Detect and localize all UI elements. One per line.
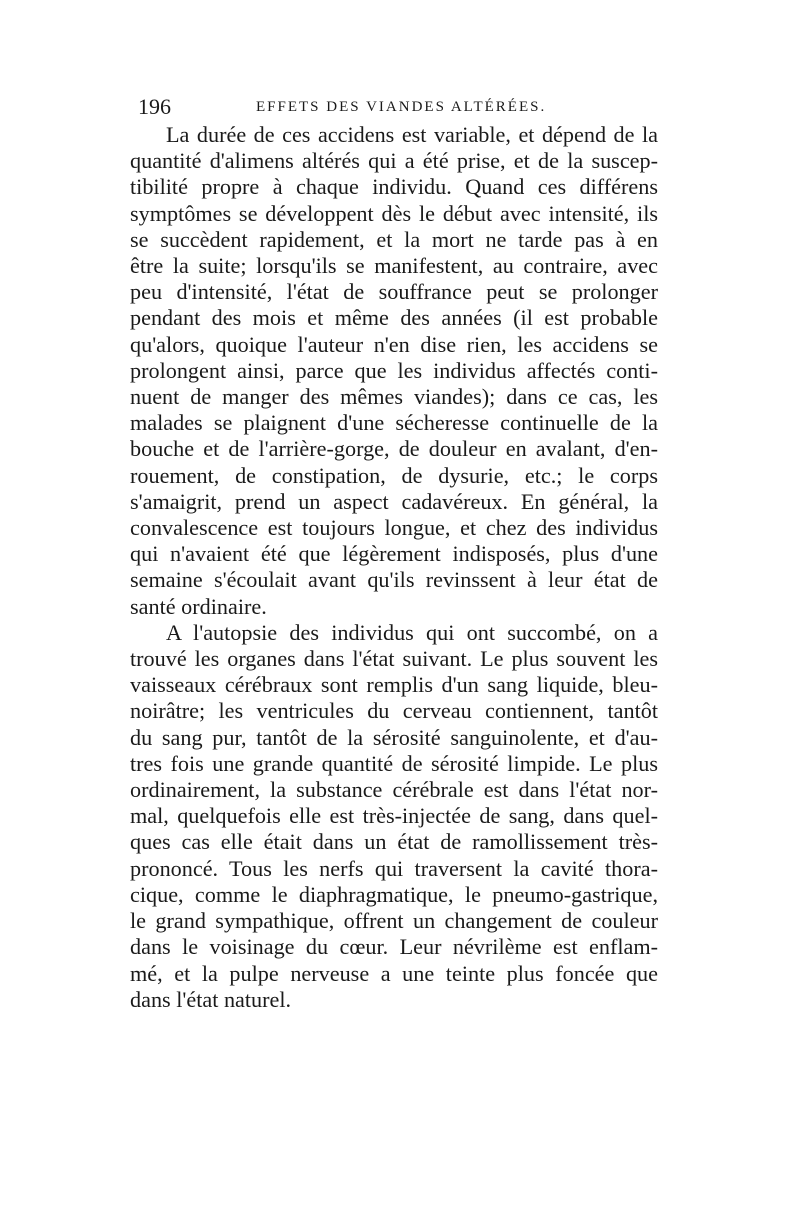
running-title: EFFETS DES VIANDES ALTÉRÉES. [256, 99, 547, 115]
text-line: noirâtre; les ventricules du cerveau contiennent, tantôt [130, 698, 658, 724]
text-line: s'amaigrit, prend un aspect cadavéreux. En général, la [130, 488, 658, 514]
text-line: prononcé. Tous les nerfs qui traversent la cavité thora- [130, 855, 658, 881]
page-number: 196 [138, 94, 171, 119]
text-line: trouvé les organes dans l'état suivant. Le plus souvent les [130, 646, 658, 672]
text-line: symptômes se développent dès le début avec intensité, ils [130, 200, 658, 226]
text-line: être la suite; lorsqu'ils se manifestent, au contraire, avec [130, 253, 658, 279]
text-line: quantité d'alimens altérés qui a été prise, et de la suscep- [130, 148, 658, 174]
paragraph-1 [130, 122, 658, 620]
running-head [130, 94, 658, 122]
text-line: peu d'intensité, l'état de souffrance peut se prolonger [130, 279, 658, 305]
text-line: La durée de ces accidens est variable, et dépend de la [166, 122, 658, 147]
text-line: mé, et la pulpe nerveuse a une teinte plus foncée que [130, 960, 658, 986]
text-line: ordinairement, la substance cérébrale est dans l'état nor- [130, 777, 658, 803]
book-page [130, 94, 658, 1013]
text-line: A l'autopsie des individus qui ont succombé, on a [166, 619, 658, 645]
text-line: semaine s'écoulait avant qu'ils revinssent à leur état de [130, 567, 658, 593]
paragraph-2 [130, 620, 658, 1013]
text-line: bouche et de l'arrière-gorge, de douleur en avalant, d'en- [130, 436, 658, 462]
text-line: cique, comme le diaphragmatique, le pneumo-gastrique, [130, 881, 658, 907]
text-line: qu'alors, quoique l'auteur n'en dise rien, les accidens se [130, 331, 658, 357]
text-line: malades se plaignent d'une sécheresse continuelle de la [130, 410, 658, 436]
text-line: ques cas elle était dans un état de ramollissement très- [130, 829, 658, 855]
text-line: prolongent ainsi, parce que les individus affectés conti- [130, 357, 658, 383]
text-line: le grand sympathique, offrent un changement de couleur [130, 908, 658, 934]
text-line: tibilité propre à chaque individu. Quand ces différens [130, 174, 658, 200]
text-line: rouement, de constipation, de dysurie, etc.; le corps [130, 462, 658, 488]
text-line: nuent de manger des mêmes viandes); dans ce cas, les [130, 384, 658, 410]
text-line: se succèdent rapidement, et la mort ne tarde pas à en [130, 226, 658, 252]
text-line: qui n'avaient été que légèrement indisposés, plus d'une [130, 541, 658, 567]
text-line: vaisseaux cérébraux sont remplis d'un sang liquide, bleu- [130, 672, 658, 698]
text-line: du sang pur, tantôt de la sérosité sanguinolente, et d'au- [130, 724, 658, 750]
text-line: pendant des mois et même des années (il est probable [130, 305, 658, 331]
text-line: dans l'état naturel. [130, 986, 292, 1012]
text-line: mal, quelquefois elle est très-injectée de sang, dans quel- [130, 803, 658, 829]
text-line: dans le voisinage du cœur. Leur névrilème est enflam- [130, 934, 658, 960]
text-line: convalescence est toujours longue, et chez des individus [130, 515, 658, 541]
text-line: santé ordinaire. [130, 593, 267, 619]
text-line: tres fois une grande quantité de sérosité limpide. Le plus [130, 750, 658, 776]
